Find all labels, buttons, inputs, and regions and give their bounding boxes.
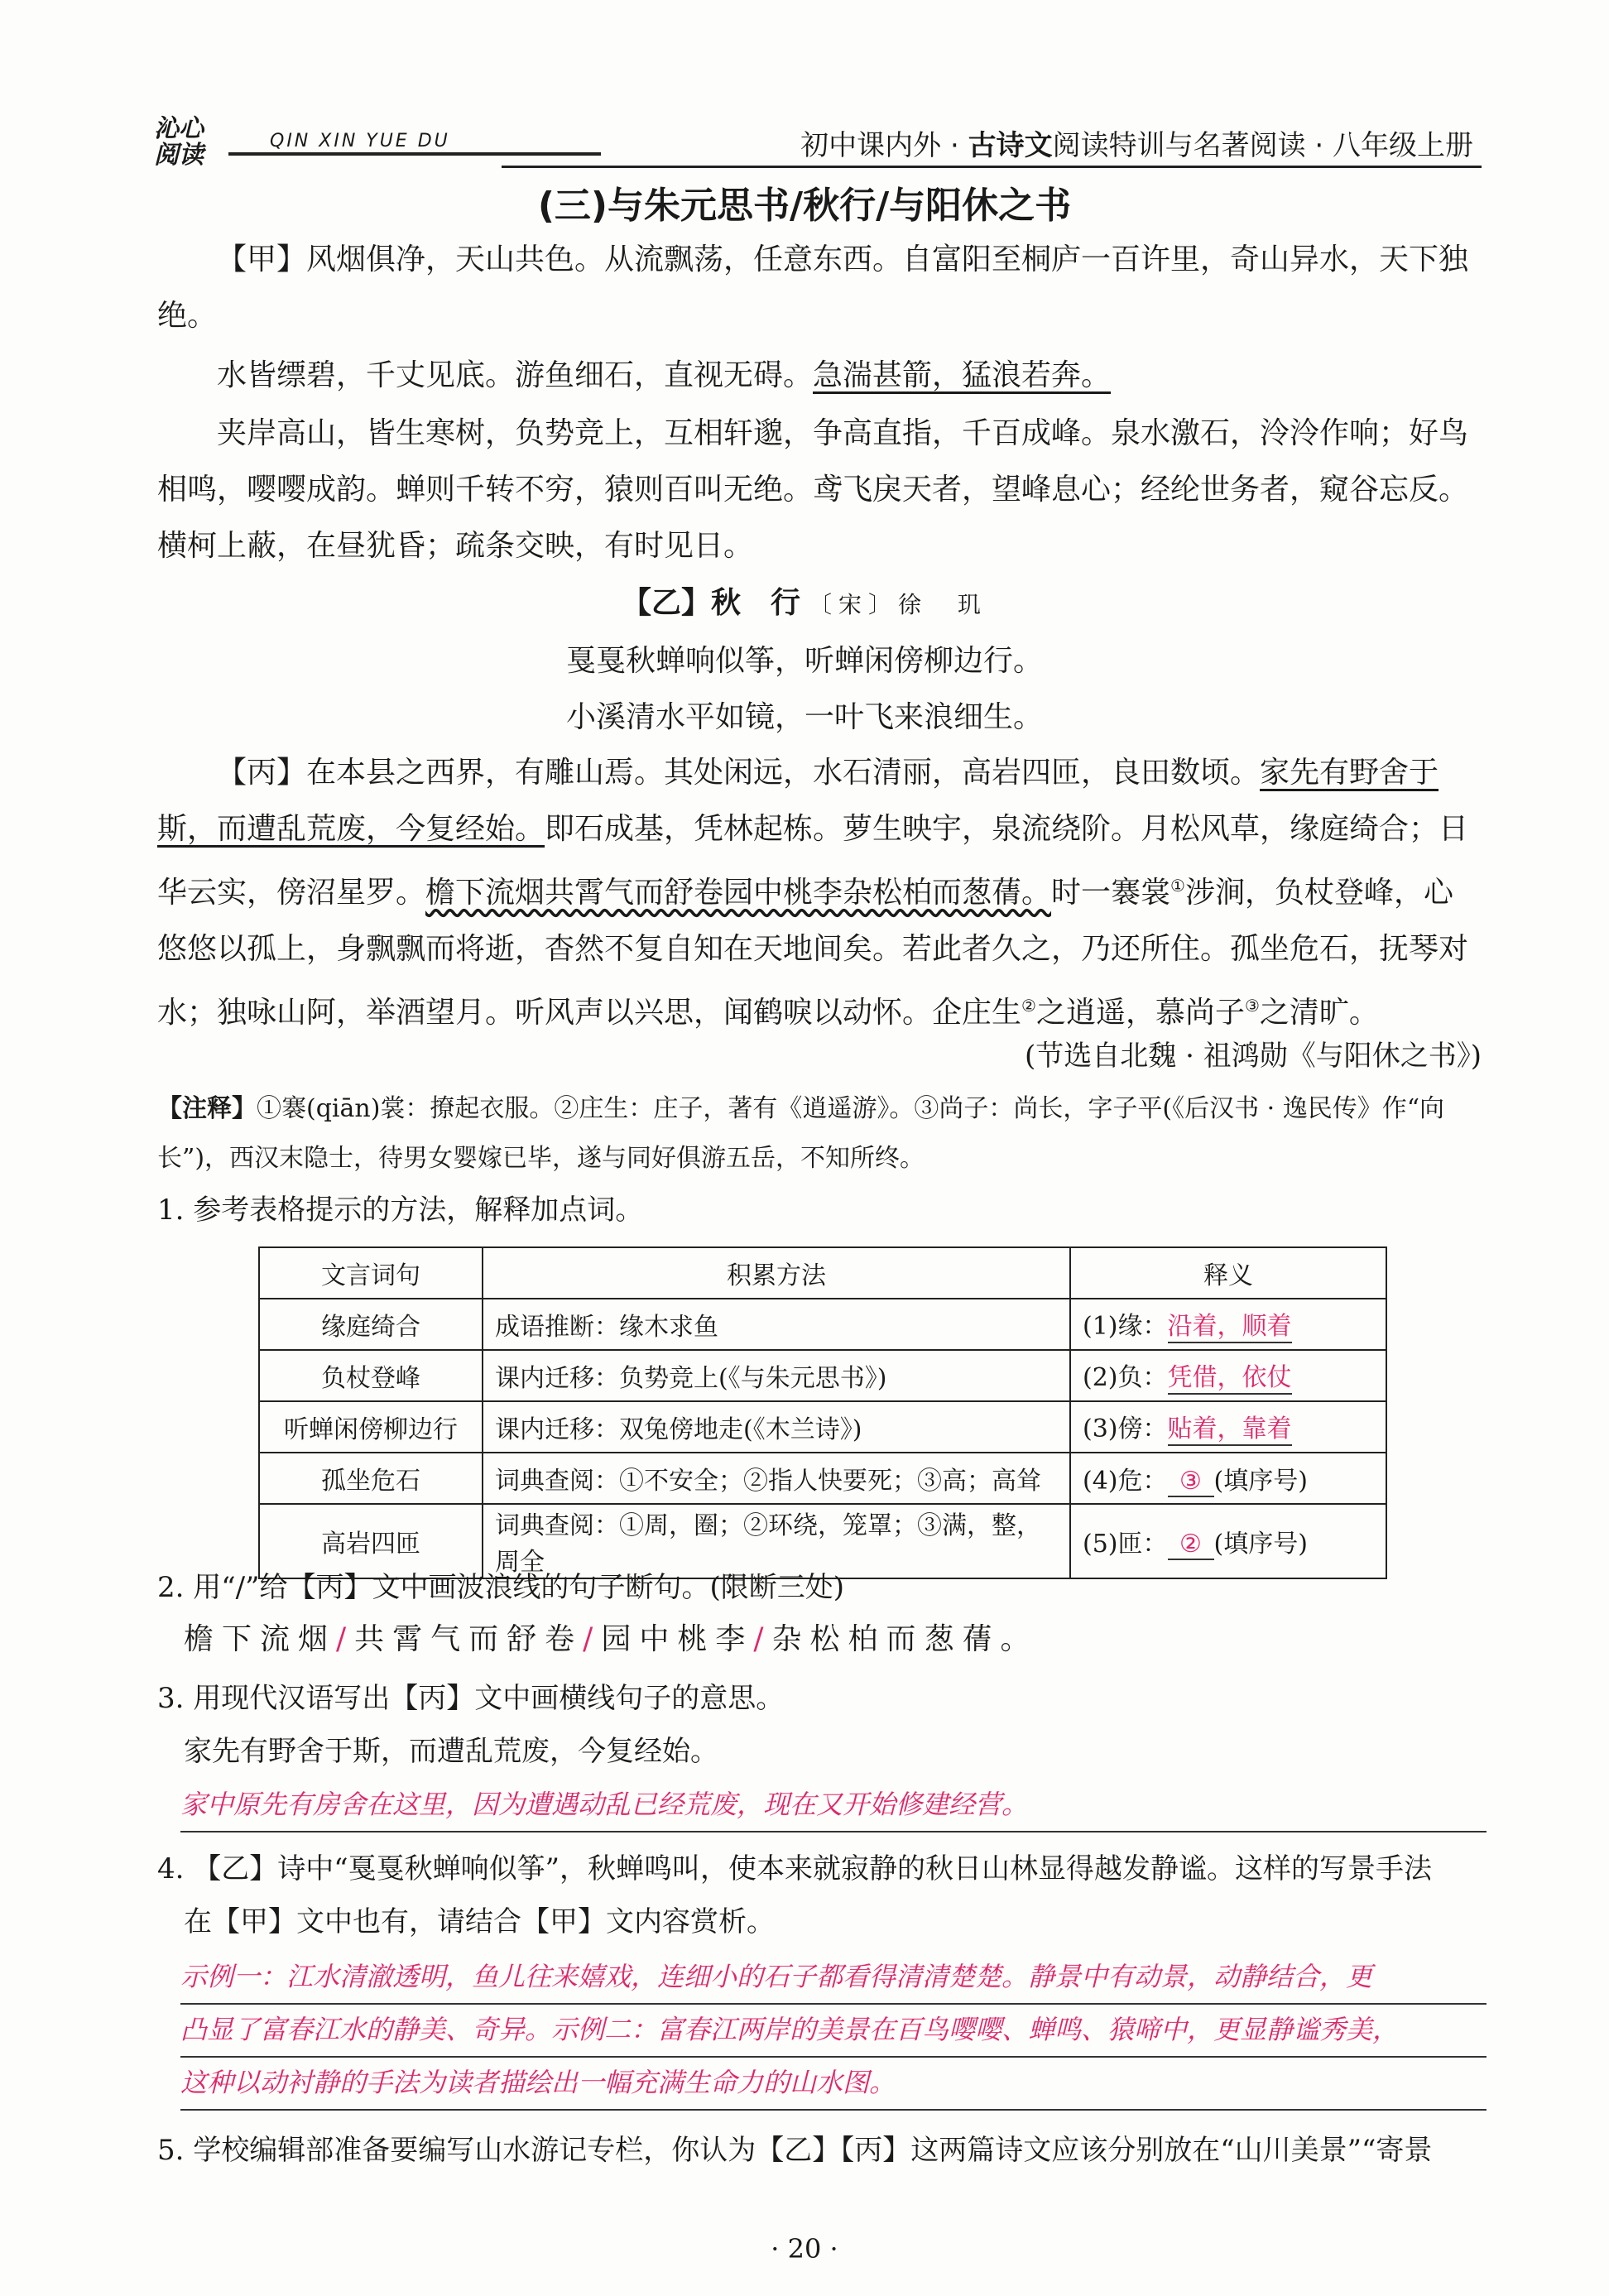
question-3-quote: 家先有野舍于斯，而遭乱荒废，今复经始。 (184, 1735, 718, 1768)
table-header: 积累方法 (483, 1247, 1070, 1299)
logo-text-1: 沁心 (154, 114, 204, 143)
table-header-row (259, 1247, 1386, 1299)
page-title: (三)与朱元思书/秋行/与阳休之书 (537, 185, 1072, 227)
answer-blank[interactable]: 贴着，靠着 (1168, 1408, 1292, 1446)
passage-jia-p3: 夹岸高山，皆生寒树，负势竞上，互相轩邈，争高直指，千百成峰。泉水激石，泠泠作响；好鸟相鸣，嘤嘤成韵。蝉则千转不穷，猿则百叫无绝。鸢飞戾天者，望峰息心；经纶世务者，窥谷忘反。横柯上蔽，在昼犹昏；疏条交映，有时见日。 (157, 416, 1469, 563)
wavy-sentence: 檐下流烟共霄气而舒卷园中桃李杂松柏而葱蒨。 (425, 876, 1052, 910)
question-4-answer-3[interactable]: 这种以动衬静的手法为读者描绘出一幅充满生命力的山水图。 (180, 2056, 1487, 2111)
question-4-answer-2[interactable]: 凸显了富春江水的静美、奇异。示例二：富春江两岸的美景在百鸟嘤嘤、蝉鸣、猿啼中，更显静谧秀美， (180, 2003, 1487, 2058)
page-header (154, 99, 1482, 170)
poem-line-2: 小溪清水平如镜，一叶飞来浪细生。 (565, 700, 1043, 734)
logo-text-2: 阅读 (154, 141, 204, 170)
table-row: 高岩四匝 词典查阅：①周，圈；②环绕，笼罩；③满，整，周全 (5)匝： ② (填序号) (259, 1504, 1386, 1578)
answer-blank[interactable]: 凭借，依仗 (1168, 1357, 1292, 1395)
header-rule (502, 166, 1482, 168)
answer-blank[interactable]: 沿着，顺着 (1168, 1305, 1292, 1343)
question-2: 2. 用“/”给【丙】文中画波浪线的句子断句。(限断三处) (157, 1571, 844, 1604)
logo-underline (228, 152, 601, 156)
poem-author: 〔宋〕徐 玑 (809, 591, 988, 618)
series-title: 初中课内外 · 古诗文阅读特训与名著阅读 · 八年级上册 (800, 129, 1473, 162)
table-row: 缘庭绮合 成语推断：缘木求鱼 (1)缘：沿着，顺着 (259, 1299, 1386, 1350)
question-4-answer-1[interactable]: 示例一：江水清澈透明，鱼儿往来嬉戏，连细小的石子都看得清清楚楚。静景中有动景，动静结合，更 (180, 1950, 1487, 2005)
logo-pinyin: QIN XIN YUE DU (270, 131, 450, 151)
underlined-sentence: 家先有野舍于斯，而遭乱荒废，今复经始。 (157, 756, 1439, 846)
vocab-table (258, 1246, 1387, 1579)
page-number: · 20 · (771, 2233, 838, 2265)
passage-bing: 【丙】在本县之西界，有雕山焉。其处闲远，水石清丽，高岩四匝，良田数顷。家先有野舍于斯，而遭乱荒废，今复经始。即石成基，凭林起栋。萝生映宇，泉流绕阶。月松风草，缘庭绮合；日华云实，傍沼星罗。檐下流烟共霄气而舒卷园中桃李杂松柏而葱蒨。时一褰裳①涉涧，负杖登峰，心悠悠以孤上，身飘飘而将逝，杳然不复自知在天地间矣。若此者久之，乃还所住。孤坐危石，抚琴对水；独咏山阿，举酒望月。听风声以兴思，闻鹤唳以动怀。企庄生②之逍遥，慕尚子③之清旷。 (157, 756, 1469, 1030)
annotations: 【注释】①褰(qiān)裳：撩起衣服。②庄生：庄子，著有《逍遥游》。③尚子：尚长，字子平(《后汉书 · 逸民传》作“向长”)，西汉末隐士，待男女婴嫁已毕，遂与同好俱游五岳，不知所终。 (157, 1094, 1445, 1173)
answer-blank[interactable]: ② (1168, 1530, 1214, 1560)
table-header: 释义 (1070, 1247, 1386, 1299)
question-3-answer[interactable]: 家中原先有房舍在这里，因为遭遇动乱已经荒废，现在又开始修建经营。 (180, 1778, 1487, 1832)
question-5: 5. 学校编辑部准备要编写山水游记专栏，你认为【乙】【丙】这两篇诗文应该分别放在“山川美景”“寄景 (157, 2134, 1433, 2167)
source-citation: (节选自北魏 · 祖鸿勋《与阳休之书》) (1025, 1040, 1482, 1073)
underlined-sentence: 急湍甚箭，猛浪若奔。 (813, 358, 1112, 392)
logo (154, 108, 502, 170)
poem-line-1: 戛戛秋蝉响似筝，听蝉闲傍柳边行。 (565, 644, 1043, 678)
question-3: 3. 用现代汉语写出【丙】文中画横线句子的意思。 (157, 1682, 785, 1715)
table-row: 听蝉闲傍柳边行 课内迁移：双兔傍地走(《木兰诗》) (3)傍：贴着，靠着 (259, 1401, 1386, 1453)
question-4-line-2: 在【甲】文中也有，请结合【甲】文内容赏析。 (184, 1905, 775, 1938)
passage-jia-p2: 水皆缥碧，千丈见底。游鱼细石，直视无碍。急湍甚箭，猛浪若奔。 (217, 358, 1112, 392)
sentence-breaking-answer: 檐下流烟/共霄气而舒卷/园中桃李/杂松柏而葱蒨。 (184, 1622, 1039, 1656)
passage-jia-p1: 【甲】风烟俱净，天山共色。从流飘荡，任意东西。自富阳至桐庐一百许里，奇山异水，天下独绝。 (157, 243, 1469, 333)
table-row: 负杖登峰 课内迁移：负势竞上(《与朱元思书》) (2)负：凭借，依仗 (259, 1350, 1386, 1401)
question-4-line-1: 4. 【乙】诗中“戛戛秋蝉响似筝”，秋蝉鸣叫，使本来就寂静的秋日山林显得越发静谧。这样的写景手法 (157, 1852, 1433, 1885)
poem-title: 【乙】秋 行 〔宋〕徐 玑 (621, 585, 988, 620)
answer-blank[interactable]: ③ (1168, 1467, 1214, 1497)
table-row: 孤坐危石 词典查阅：①不安全；②指人快要死；③高；高耸 (4)危： ③ (填序号) (259, 1453, 1386, 1504)
question-1: 1. 参考表格提示的方法，解释加点词。 (157, 1194, 644, 1227)
table-header: 文言词句 (259, 1247, 483, 1299)
